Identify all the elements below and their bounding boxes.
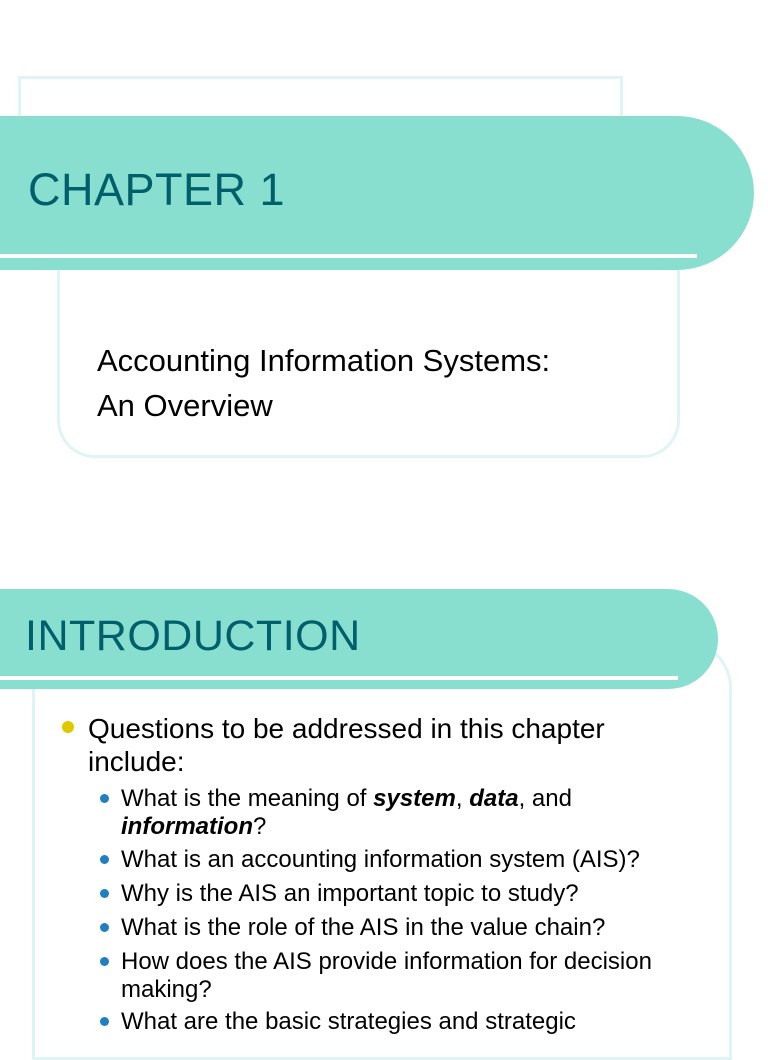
bullet-dot-icon (100, 889, 109, 898)
keyword-system: system (373, 785, 456, 812)
question-item-3: Why is the AIS an important topic to study? (121, 880, 579, 907)
question-item-2: What is an accounting information system (AIS)? (121, 846, 640, 873)
question-item-6: What are the basic strategies and strategic (121, 1008, 576, 1035)
bullet-main-text: Questions to be addressed in this chapter include: (88, 713, 605, 777)
slide-1-subtitle (97, 338, 550, 428)
question-item-5: How does the AIS provide information for decision making? (121, 948, 652, 1003)
keyword-data: data (469, 785, 519, 812)
slide-1-banner-rule (0, 254, 697, 258)
bullet-dot-icon (62, 721, 74, 733)
question-item-4: What is the role of the AIS in the value chain? (121, 914, 606, 941)
bullet-dot-icon (100, 957, 109, 966)
bullet-dot-icon (100, 923, 109, 932)
subtitle-line-2: An Overview (97, 388, 273, 423)
bullet-dot-icon (100, 1017, 109, 1026)
slide-1-title: CHAPTER 1 (28, 164, 286, 215)
keyword-information: information (121, 813, 253, 840)
slide-2-banner-rule (0, 676, 678, 680)
question-item-1: What is the meaning of system, data, and information? (121, 785, 572, 840)
slide-2-title: INTRODUCTION (25, 612, 361, 660)
bullet-dot-icon (100, 794, 109, 803)
subtitle-line-1: Accounting Information Systems: (97, 343, 551, 378)
bullet-dot-icon (100, 855, 109, 864)
